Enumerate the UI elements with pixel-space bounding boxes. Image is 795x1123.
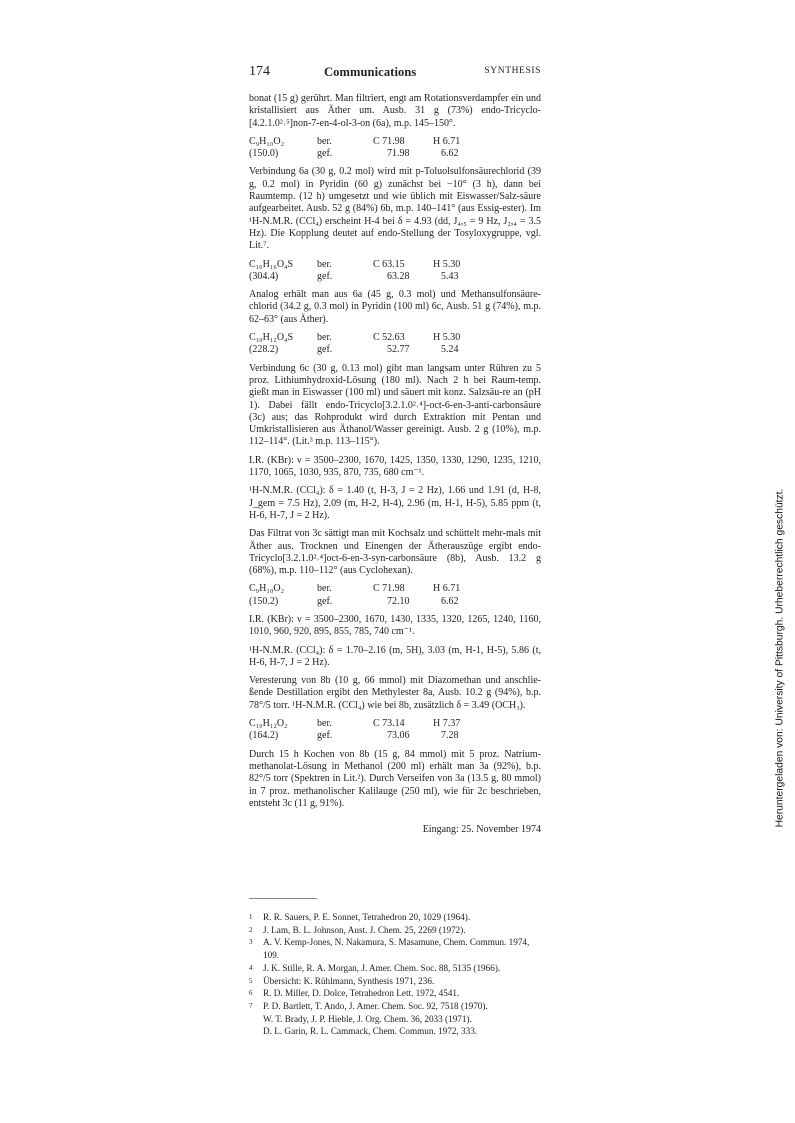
formula: C₁₀H₁₂O₄S	[249, 332, 294, 344]
ber-label: ber.	[317, 332, 332, 344]
molecular-weight: (150.2)	[249, 595, 279, 607]
main-column	[249, 93, 541, 836]
reference-number: 3	[249, 938, 253, 947]
molecular-weight: (228.2)	[249, 344, 279, 356]
c-found: 72.10	[387, 595, 410, 607]
h-calc: H 5.30	[433, 332, 461, 344]
h-calc: H 6.71	[433, 135, 461, 147]
elemental-analysis	[249, 583, 541, 608]
gef-label: gef.	[317, 344, 333, 356]
molecular-weight: (150.0)	[249, 148, 279, 160]
reference-item	[249, 936, 541, 961]
reference-number: 5	[249, 976, 253, 985]
reference-item	[249, 962, 541, 975]
c-found: 52.77	[387, 344, 410, 356]
elemental-analysis	[249, 259, 541, 284]
footnote-rule	[249, 898, 317, 899]
reference-item	[249, 987, 541, 1000]
c-found: 71.98	[387, 148, 410, 160]
reference-text: J. K. Stille, R. A. Morgan, J. Amer. Chem. Soc. 88, 5135 (1966).	[263, 962, 501, 973]
paragraph: Analog erhält man aus 6a (45 g, 0.3 mol) und Methansulfonsäure-chlorid (34.2 g, 0.3 mol) in Pyridin (100 ml) 6c, Ausb. 51 g (74%), m.p. 62–63° (aus Äther).	[249, 289, 541, 325]
reference-text: A. V. Kemp-Jones, N. Nakamura, S. Masamune, Chem. Commun. 1974, 109.	[263, 937, 530, 961]
formula: C₁₀H₁₂O₂	[249, 718, 288, 730]
reference-item	[249, 911, 541, 924]
c-calc: C 63.15	[373, 258, 405, 270]
formula: C₉H₁₀O₂	[249, 135, 285, 147]
ber-label: ber.	[317, 135, 332, 147]
reference-text: Übersicht: K. Rühlmann, Synthesis 1971, 236.	[263, 975, 435, 986]
h-found: 6.62	[441, 595, 459, 607]
paragraph: Durch 15 h Kochen von 8b (15 g, 84 mmol) mit 5 proz. Natrium-methanolat-Lösung in Methanol (200 ml) erhält man 3a (92%), b.p. 82°/5 torr (Spektren in Lit.²). Durch Verseifen von 3a (13.5 g, 80 mmol) in 7 proz. methanolischer Kalilauge (250 ml), wie für 2c beschrieben, entsteht 3c (11 g, 91%).	[249, 748, 541, 809]
c-found: 73.06	[387, 730, 410, 742]
c-found: 63.28	[387, 270, 410, 282]
c-calc: C 71.98	[373, 135, 405, 147]
h-calc: H 7.37	[433, 718, 461, 730]
reference-number: 7	[249, 1001, 253, 1010]
elemental-analysis	[249, 718, 541, 743]
ber-label: ber.	[317, 258, 332, 270]
reference-text: R. R. Sauers, P. E. Sonnet, Tetrahedron 20, 1029 (1964).	[263, 912, 471, 922]
reference-number: 2	[249, 925, 253, 934]
c-calc: C 71.98	[373, 583, 405, 595]
h-found: 5.43	[441, 270, 459, 282]
paragraph: I.R. (KBr): ν = 3500–2300, 1670, 1430, 1335, 1320, 1265, 1240, 1160, 1010, 960, 920, 895, 855, 785, 740 cm⁻¹.	[249, 613, 541, 638]
paragraph: Das Filtrat von 3c sättigt man mit Kochsalz und schüttelt mehr-mals mit Äther aus. Trocknen und Einengen der Ätherauszüge ergibt endo-Tricyclo[3.2.1.0²˒⁴]oct-6-en-3-syn-carbonsäure (8b), Ausb. 13.2 g (68%), m.p. 110–112° (aus Cyclohexan).	[249, 528, 541, 577]
h-calc: H 6.71	[433, 583, 461, 595]
paragraph: ¹H-N.M.R. (CCl₄): δ = 1.40 (t, H-3, J = 2 Hz), 1.66 und 1.91 (d, H-8, J_gem = 7.5 Hz), 2.09 (m, H-2, H-4), 2.96 (m, H-1, H-5), 5.85 ppm (t, H-6, H-7, J = 2 Hz).	[249, 485, 541, 521]
gef-label: gef.	[317, 148, 333, 160]
ber-label: ber.	[317, 718, 332, 730]
gef-label: gef.	[317, 730, 333, 742]
h-found: 5.24	[441, 344, 459, 356]
paragraph: Verbindung 6c (30 g, 0.13 mol) gibt man langsam unter Rühren zu 5 proz. Lithiumhydroxid-Lösung (180 ml). Nach 2 h bei Raum-temp. gießt man in Eiswasser (100 ml) und säuert mit konz. Salzsäu-re an (pH 1). Dabei fällt endo-Tricyclo[3.2.1.0²˒⁴]-oct-6-en-3-anti-carbonsäure (3c) aus; das Rohprodukt wird durch Extraktion mit Pentan und Umkristallisieren aus Äthanol/Wasser gereinigt. Ausb. 2 g (10%), m.p. 112–114°. (Lit.³ m.p. 113–115°).	[249, 362, 541, 448]
paragraph: I.R. (KBr): ν = 3500–2300, 1670, 1425, 1350, 1330, 1290, 1235, 1210, 1170, 1065, 1030, 935, 870, 735, 680 cm⁻¹.	[249, 454, 541, 479]
reference-number: 1	[249, 913, 253, 921]
formula: C₉H₁₀O₂	[249, 583, 285, 595]
paragraph: bonat (15 g) gerührt. Man filtriert, engt am Rotationsverdampfer ein und kristallisiert aus Äther um. Ausb. 31 g (73%) endo-Tricyclo-[4.2.1.0²˒⁵]non-7-en-4-ol-3-on (6a), m.p. 145–150°.	[249, 93, 541, 129]
reference-item	[249, 975, 541, 988]
reference-text: J. Lam, B. L. Johnson, Aust. J. Chem. 25, 2269 (1972).	[263, 924, 466, 935]
page-header	[249, 64, 541, 80]
h-found: 6.62	[441, 148, 459, 160]
paragraph: Verbindung 6a (30 g, 0.2 mol) wird mit p-Toluolsulfonsäurechlorid (39 g, 0.2 mol) in Pyridin (60 g) zunächst bei −10° (3 h), dann bei Raumtemp. (12 h) umgesetzt und wie üblich mit Eiswasser/Salz-säure aufgearbeitet. Ausb. 52 g (84%) 6b, m.p. 140–141° (aus Essig-ester). Im ¹H-N.M.R. (CCl₄) erscheint H-4 bei δ = 4.93 (dd, J₄,₅ = 9 Hz, J₂,₄ = 3.5 Hz). Die Kopplung deutet auf endo-Stellung der Tosyloxygruppe, vgl. Lit.⁷.	[249, 166, 541, 252]
journal-name: SYNTHESIS	[484, 66, 541, 76]
reference-item	[249, 1000, 541, 1013]
c-calc: C 73.14	[373, 718, 405, 730]
section-title: Communications	[324, 65, 417, 79]
download-notice: Heruntergeladen von: University of Pittsburgh. Urheberrechtlich geschützt.	[774, 488, 786, 828]
reference-item	[249, 924, 541, 937]
received-date: Eingang: 25. November 1974	[422, 824, 541, 836]
formula: C₁₆H₁₆O₄S	[249, 258, 294, 270]
reference-number: 6	[249, 989, 253, 998]
gef-label: gef.	[317, 595, 333, 607]
molecular-weight: (164.2)	[249, 730, 279, 742]
c-calc: C 52.63	[373, 332, 405, 344]
ber-label: ber.	[317, 583, 332, 595]
reference-continuation: D. L. Garin, R. L. Cammack, Chem. Commun. 1972, 333.	[263, 1026, 478, 1037]
elemental-analysis	[249, 332, 541, 357]
reference-continuation: W. T. Brady, J. P. Hieble, J. Org. Chem. 36, 2033 (1971).	[263, 1013, 472, 1024]
reference-text: P. D. Bartlett, T. Ando, J. Amer. Chem. Soc. 92, 7518 (1970).	[263, 1000, 488, 1011]
reference-text: R. D. Miller, D. Dolce, Tetrahedron Lett. 1972, 4541.	[263, 988, 460, 999]
references	[249, 898, 541, 1038]
reference-number: 4	[249, 963, 253, 972]
paragraph: Veresterung von 8b (10 g, 66 mmol) mit Diazomethan und anschlie-ßende Destillation ergibt den Methylester 8a, Ausb. 10.2 g (94%), b.p. 78°/5 torr. ¹H-N.M.R. (CCl₄) wie bei 8b, zusätzlich δ = 3.49 (OCH₃).	[249, 675, 541, 711]
h-calc: H 5.30	[433, 258, 461, 270]
molecular-weight: (304.4)	[249, 270, 279, 282]
elemental-analysis	[249, 136, 541, 161]
page-number: 174	[249, 64, 270, 79]
paragraph: ¹H-N.M.R. (CCl₄): δ = 1.70–2.16 (m, 5H), 3.03 (m, H-1, H-5), 5.86 (t, H-6, H-7, J = 2 Hz).	[249, 644, 541, 668]
h-found: 7.28	[441, 730, 459, 742]
gef-label: gef.	[317, 270, 333, 282]
